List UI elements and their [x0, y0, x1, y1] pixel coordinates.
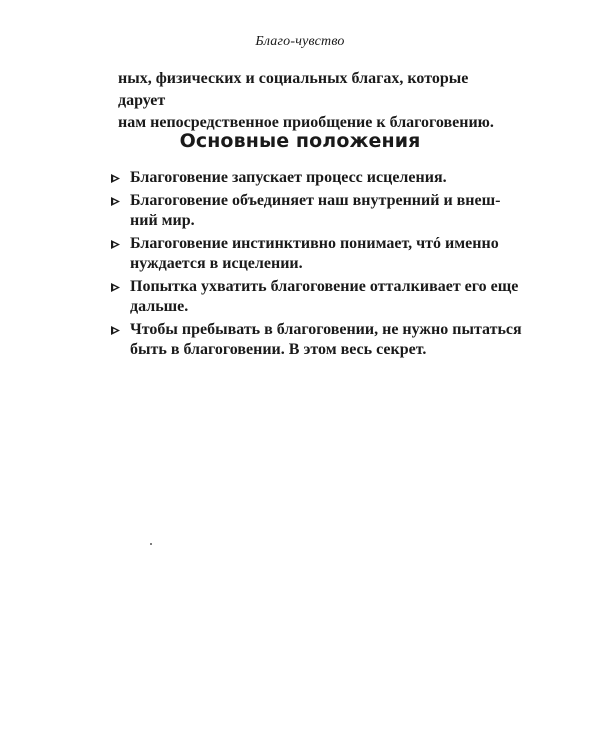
key-point-line: нуждается в исцелении.	[130, 255, 303, 272]
key-point-item	[108, 277, 528, 318]
key-point-line: Благоговение инстинктивно понимает, чтó именно	[130, 234, 499, 252]
continuation-paragraph	[118, 68, 518, 134]
paragraph-line: ных, физических и социальных благах, которые дарует	[118, 70, 469, 109]
scan-speck	[150, 543, 152, 545]
key-point-item	[108, 234, 528, 275]
key-point-line: дальше.	[130, 298, 189, 315]
key-point-line: Благоговение объединяет наш внутренний и внеш-	[130, 191, 501, 209]
key-point-item	[108, 191, 528, 232]
key-point-item	[108, 168, 528, 189]
key-point-line: быть в благоговении. В этом весь секрет.	[130, 341, 427, 358]
key-point-line: Попытка ухватить благоговение отталкивает его еще	[130, 277, 519, 295]
key-point-item	[108, 320, 528, 361]
triangle-arrow-icon	[110, 325, 121, 336]
key-point-line: Чтобы пребывать в благоговении, не нужно пытаться	[130, 320, 522, 338]
triangle-arrow-icon	[110, 173, 121, 184]
section-heading: Основные положения	[179, 130, 421, 152]
key-point-line: ний мир.	[130, 212, 195, 229]
running-head: Благо-чувство	[255, 34, 345, 49]
triangle-arrow-icon	[110, 239, 121, 250]
triangle-arrow-icon	[110, 196, 121, 207]
key-point-line: Благоговение запускает процесс исцеления.	[130, 169, 447, 186]
triangle-arrow-icon	[110, 282, 121, 293]
paragraph-line: нам непосредственное приобщение к благоговению.	[118, 114, 494, 131]
key-points-list	[108, 168, 528, 363]
